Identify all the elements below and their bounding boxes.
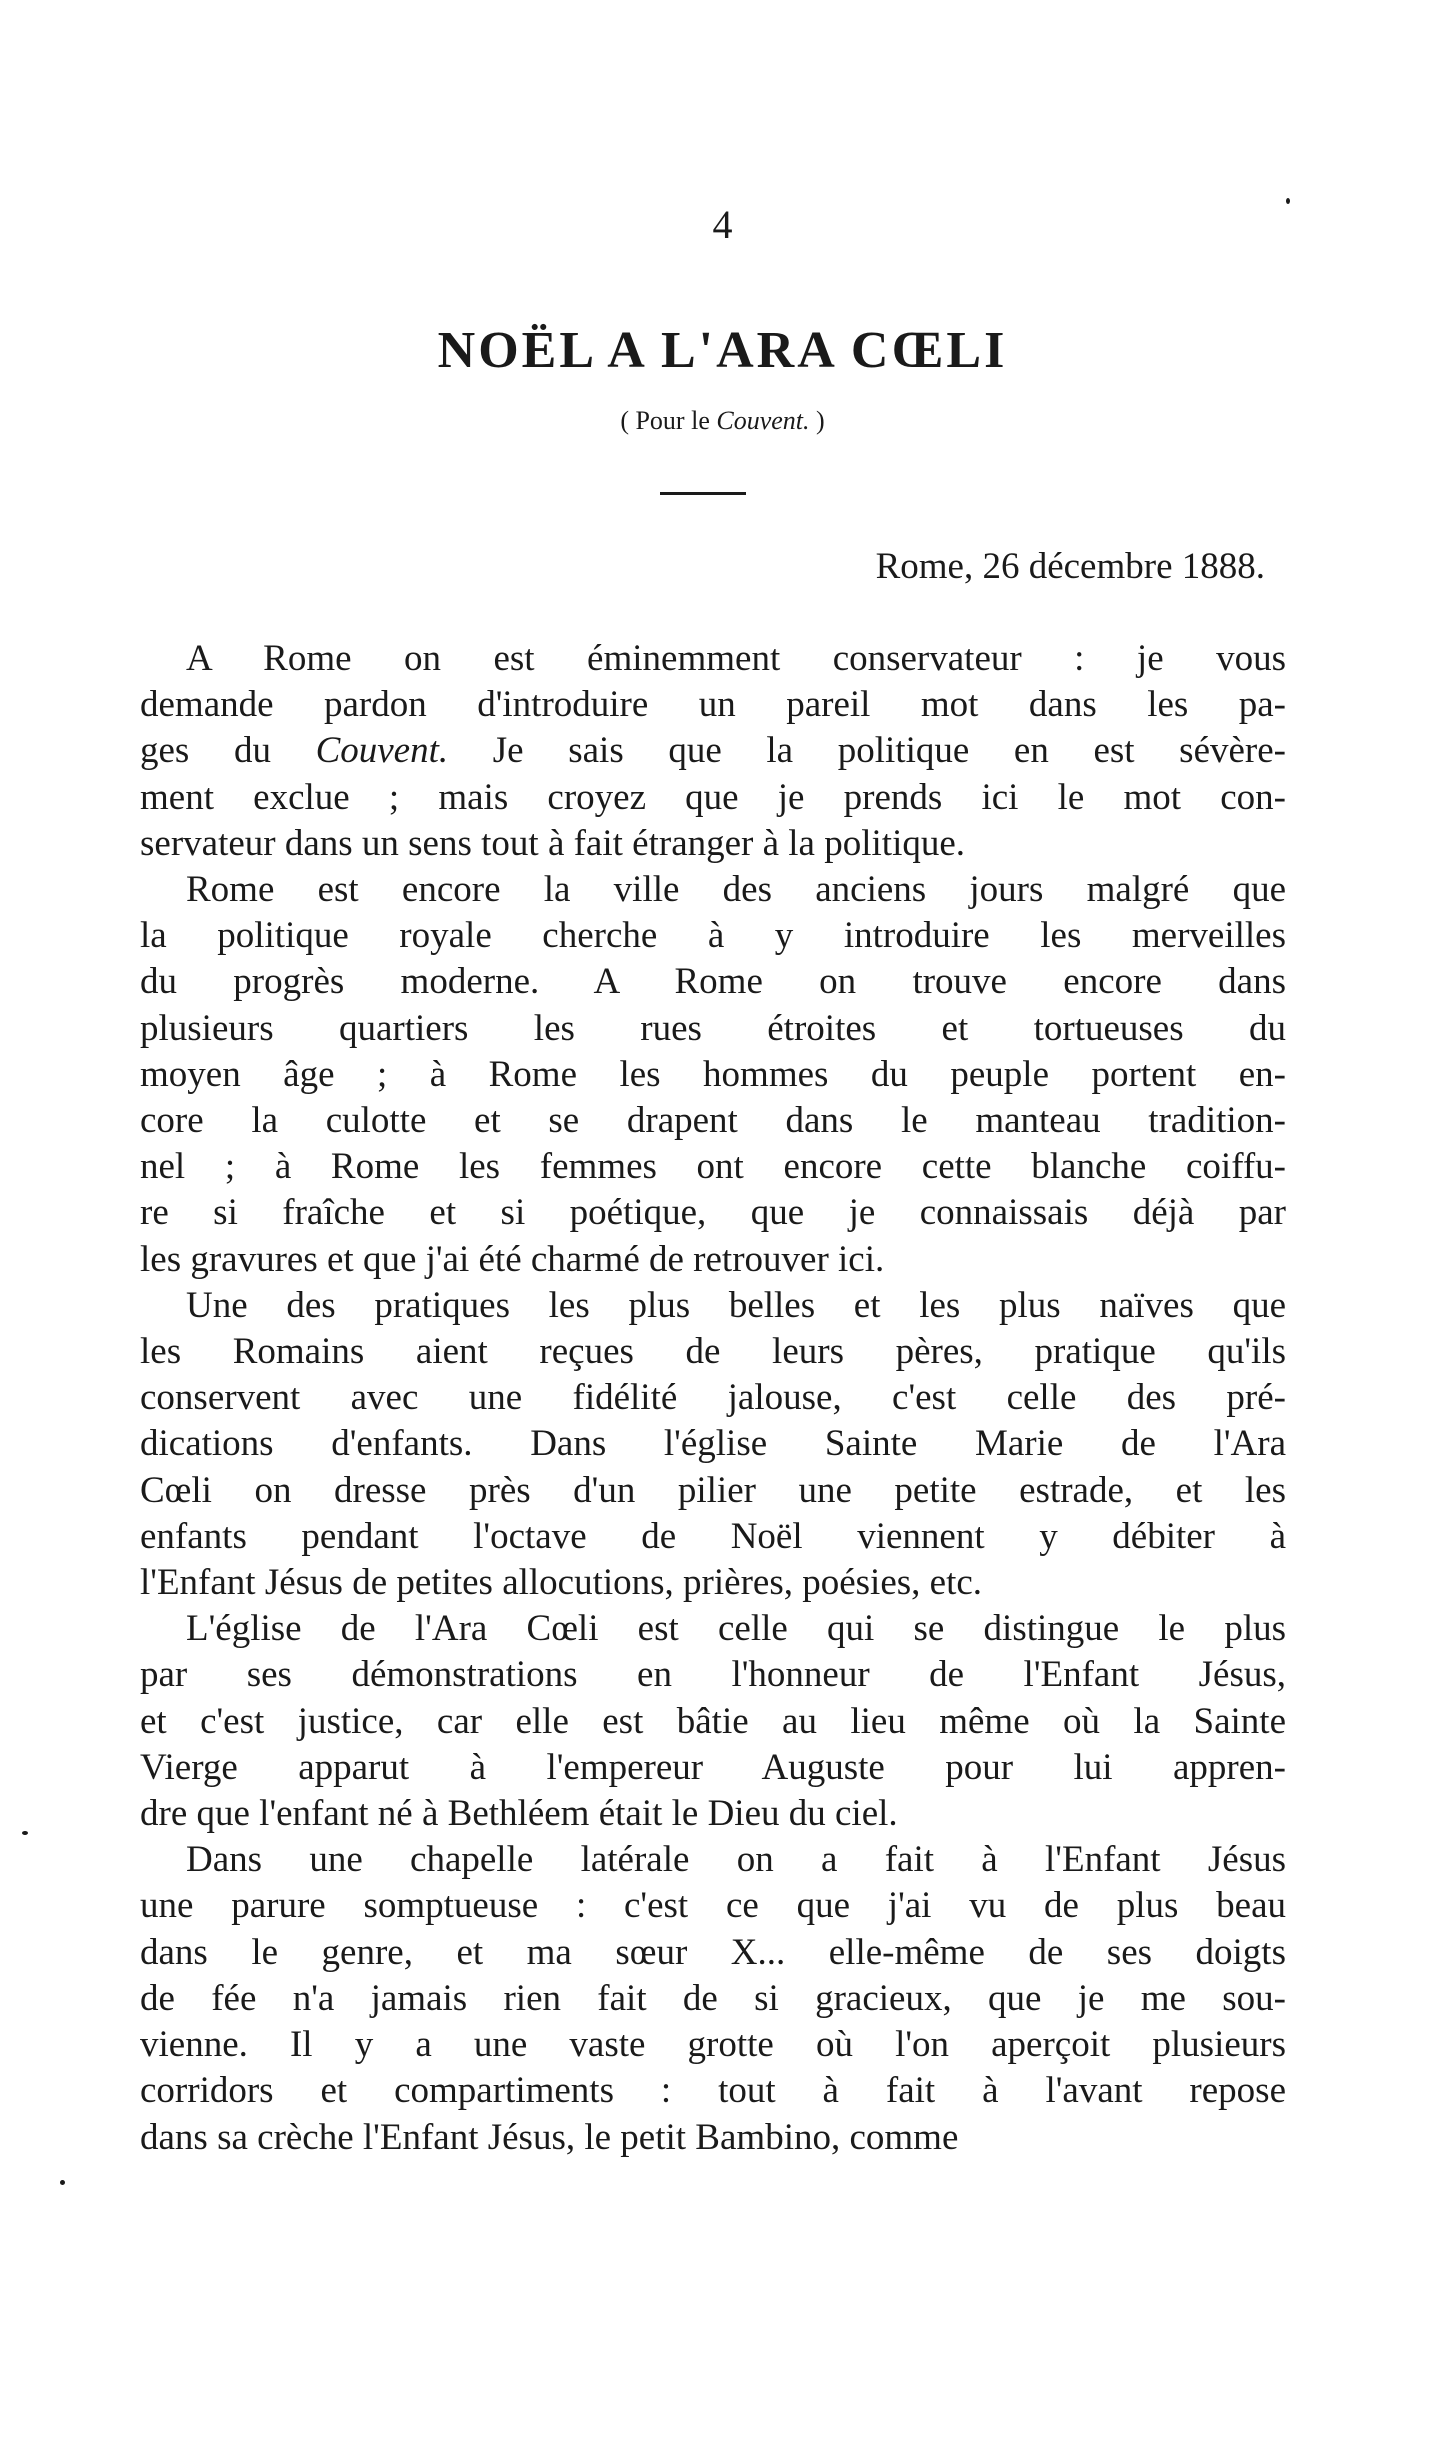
paragraph <box>140 1837 1286 2160</box>
text-line: plusieurs quartiers les rues étroites et tortueuses du <box>140 1007 1286 1049</box>
subtitle-em: Couvent. <box>716 406 810 435</box>
text-line: corridors et compartiments : tout à fait à l'avant repose <box>140 2070 1286 2112</box>
body-text <box>140 636 1286 2161</box>
paragraph <box>140 636 1286 867</box>
chapter-subtitle <box>0 408 1445 434</box>
line-segment: ges du <box>140 730 316 772</box>
text-line: et c'est justice, car elle est bâtie au lieu même où la Sainte <box>140 1700 1286 1742</box>
text-line: dans le genre, et ma sœur X... elle-même de ses doigts <box>140 1931 1286 1973</box>
text-line: Dans une chapelle latérale on a fait à l'Enfant Jésus <box>186 1839 1286 1881</box>
paragraph <box>140 1283 1286 1606</box>
text-line: de fée n'a jamais rien fait de si gracieux, que je me sou- <box>140 1977 1286 2019</box>
paragraph <box>140 1606 1286 1837</box>
text-line: du progrès moderne. A Rome on trouve encore dans <box>140 961 1286 1003</box>
text-line <box>140 728 1286 774</box>
subtitle-prefix: ( Pour le <box>620 406 717 435</box>
text-line: conservent avec une fidélité jalouse, c'est celle des pré- <box>140 1377 1286 1419</box>
text-line: Cœli on dresse près d'un pilier une petite estrade, et les <box>140 1469 1286 1511</box>
text-line: Rome est encore la ville des anciens jours malgré que <box>186 869 1286 911</box>
page-number: 4 <box>712 202 733 247</box>
text-line: la politique royale cherche à y introduire les merveilles <box>140 915 1286 957</box>
text-line: enfants pendant l'octave de Noël viennent y débiter à <box>140 1515 1286 1557</box>
subtitle-suffix: ) <box>809 406 825 435</box>
scan-speck <box>22 1831 28 1835</box>
text-line: dre que l'enfant né à Bethléem était le Dieu du ciel. <box>140 1793 898 1835</box>
paragraph <box>140 867 1286 1283</box>
text-line: core la culotte et se drapent dans le manteau tradition- <box>140 1100 1286 1142</box>
scan-speck <box>1286 198 1290 204</box>
text-line: vienne. Il y a une vaste grotte où l'on aperçoit plusieurs <box>140 2024 1286 2066</box>
text-line: nel ; à Rome les femmes ont encore cette blanche coiffu- <box>140 1146 1286 1188</box>
text-line: l'Enfant Jésus de petites allocutions, prières, poésies, etc. <box>140 1562 983 1604</box>
title-rule <box>660 492 746 495</box>
line-segment: Je sais que la politique en est sévère- <box>448 730 1286 772</box>
line-emphasis: Couvent. <box>315 730 449 772</box>
text-line: demande pardon d'introduire un pareil mot dans les pa- <box>140 684 1286 726</box>
text-line: moyen âge ; à Rome les hommes du peuple portent en- <box>140 1053 1286 1095</box>
text-line: re si fraîche et si poétique, que je connaissais déjà par <box>140 1192 1286 1234</box>
scan-speck <box>60 2180 65 2185</box>
text-line: dications d'enfants. Dans l'église Sainte Marie de l'Ara <box>140 1423 1286 1465</box>
text-line: servateur dans un sens tout à fait étranger à la politique. <box>140 822 966 864</box>
text-line: A Rome on est éminemment conservateur : je vous <box>186 638 1286 679</box>
chapter-title: NOËL A L'ARA CŒLI <box>437 322 1008 379</box>
text-line: une parure somptueuse : c'est ce que j'ai vu de plus beau <box>140 1885 1286 1927</box>
text-line: L'église de l'Ara Cœli est celle qui se distingue le plus <box>186 1608 1286 1650</box>
text-line: par ses démonstrations en l'honneur de l'Enfant Jésus, <box>140 1654 1286 1696</box>
text-line: Une des pratiques les plus belles et les plus naïves que <box>186 1284 1286 1326</box>
text-line: dans sa crèche l'Enfant Jésus, le petit Bambino, comme <box>140 2116 959 2158</box>
text-line: ment exclue ; mais croyez que je prends ici le mot con- <box>140 776 1286 818</box>
text-line: les Romains aient reçues de leurs pères, pratique qu'ils <box>140 1331 1286 1373</box>
dateline: Rome, 26 décembre 1888. <box>875 546 1265 587</box>
text-line: Vierge apparut à l'empereur Auguste pour lui appren- <box>140 1746 1286 1788</box>
text-line: les gravures et que j'ai été charmé de retrouver ici. <box>140 1238 885 1280</box>
